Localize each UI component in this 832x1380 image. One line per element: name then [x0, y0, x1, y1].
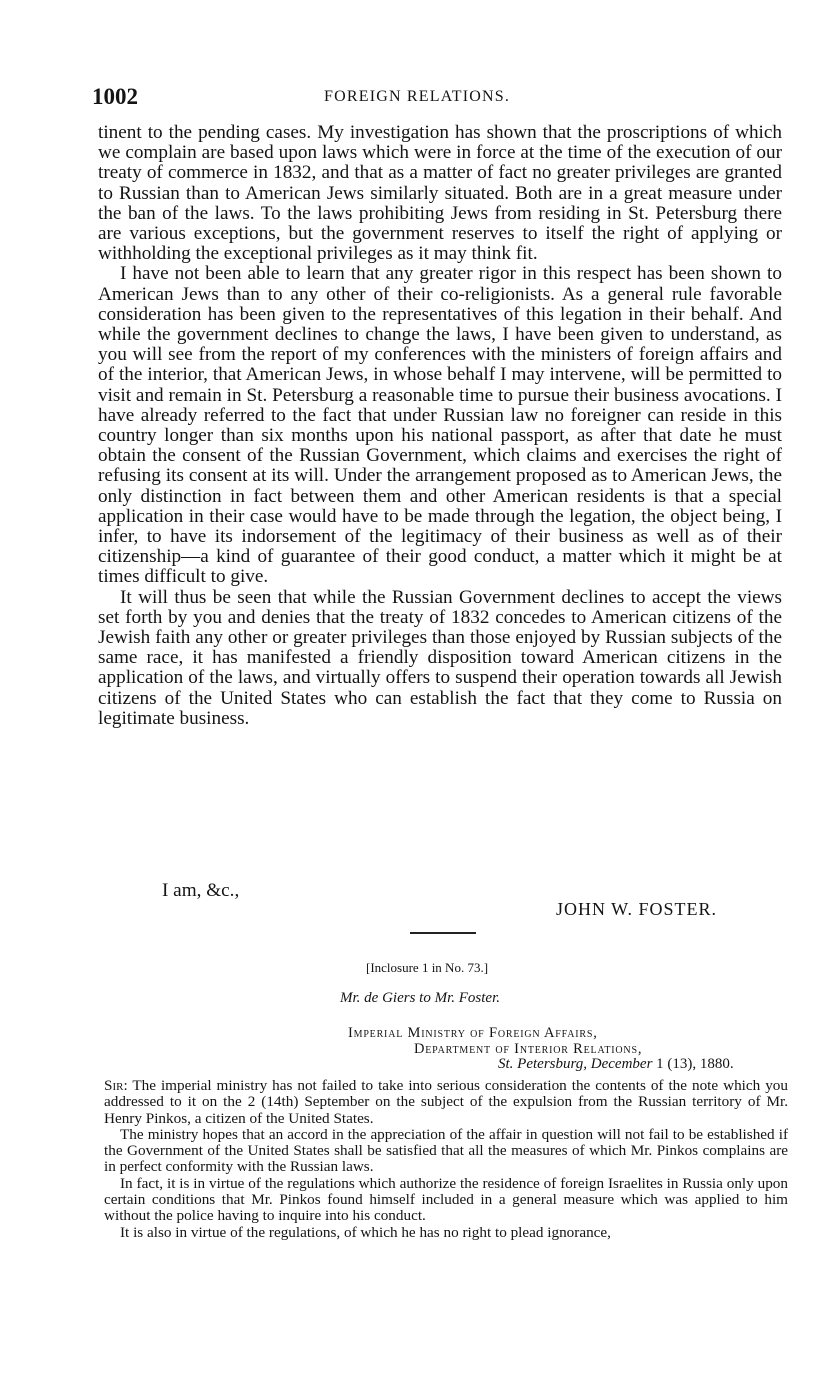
enclosure-paragraph: It is also in virtue of the regulations, of which he has no right to plead ignorance,: [120, 1223, 611, 1241]
page-header: [92, 84, 782, 114]
page-number: 1002: [92, 84, 138, 109]
body-paragraph: It will thus be seen that while the Russian Government declines to accept the views set forth by you and denies that the treaty of 1832 concedes to American citizens of the Jewish faith any other or greater privileges than those enjoyed by Russian subjects of the same race, it has manifested a friendly disposition toward American citizens in the application of the laws, and virtually offers to suspend their operation towards all Jewish citizens of the United States who can establish the fact that they come to Russia on legitimate business.: [98, 586, 782, 729]
salutation: Sir:: [104, 1077, 128, 1094]
enclosure-body: [104, 1078, 788, 1241]
enclosure-paragraph: In fact, it is in virtue of the regulations which authorize the residence of foreign Israelites in Russia only upon certain conditions that Mr. Pinkos found himself included in a general measure which was applied to him without the police having to inquire into his conduct.: [104, 1174, 788, 1225]
closing: I am, &c.,: [162, 880, 240, 901]
enclosure-paragraph: [104, 1078, 788, 1127]
dateline: [498, 1056, 734, 1073]
dateline-place: St. Petersburg, December: [498, 1056, 653, 1072]
body-paragraph: I have not been able to learn that any greater rigor in this respect has been shown to American Jews than to any other of their co-religionists. As a general rule favorable consideration has been given to the representatives of this legation in their behalf. And while the government declines to change the laws, I have been given to understand, as you will see from the report of my conferences with the ministers of foreign affairs and of the interior, that American Jews, in whose behalf I may intervene, will be permitted to visit and remain in St. Petersburg a reasonable time to pursue their business avocations. I have already referred to the fact that under Russian law no foreigner can reside in this country longer than six months upon his national passport, as after that date he must obtain the consent of the Russian Government, which claims and exercises the right of refusing its consent at its will. Under the arrangement proposed as to American Jews, the only distinction in fact between them and other American residents is that a special application in their case would have to be made through the legation, the object being, I infer, to have its indorsement of the legitimacy of their business as well as of their citizenship—a kind of guarantee of their good conduct, a matter which it might be at times difficult to give.: [98, 263, 782, 588]
section-divider: [410, 932, 476, 934]
enclosure-paragraph: The ministry hopes that an accord in the appreciation of the affair in question will not fail to be established if the Government of the United States shall be satisfied that all the measures of which Mr. Pinkos complains are in perfect conformity with the Russian laws.: [104, 1125, 788, 1176]
signature: JOHN W. FOSTER.: [556, 899, 718, 919]
enclosure-label: [Inclosure 1 in No. 73.]: [366, 960, 489, 975]
enclosure-title: Mr. de Giers to Mr. Foster.: [340, 990, 500, 1006]
department-heading: Department of Interior Relations,: [414, 1041, 643, 1057]
enclosure-paragraph-text: The imperial ministry has not failed to take into serious consideration the contents of the note which you addressed to it on the 2 (14th) September on the subject of the expulsion from the Russian territory of Mr. Henry Pinkos, a citizen of the United States.: [104, 1077, 788, 1127]
dateline-date: 1 (13), 1880.: [656, 1056, 734, 1072]
body-paragraph: tinent to the pending cases. My investigation has shown that the proscriptions of which we complain are based upon laws which were in force at the time of the execution of our treaty of commerce in 1832, and that as a matter of fact no greater privileges are granted to Russian than to American Jews similarly situated. Both are in a great measure under the ban of the laws. To the laws prohibiting Jews from residing in St. Petersburg there are various exceptions, but the government reserves to itself the right of applying or withholding the exceptional privileges as it may think fit.: [98, 122, 782, 265]
running-head: FOREIGN RELATIONS.: [324, 88, 511, 105]
ministry-heading: Imperial Ministry of Foreign Affairs,: [348, 1025, 598, 1041]
letter-body: [98, 123, 782, 729]
